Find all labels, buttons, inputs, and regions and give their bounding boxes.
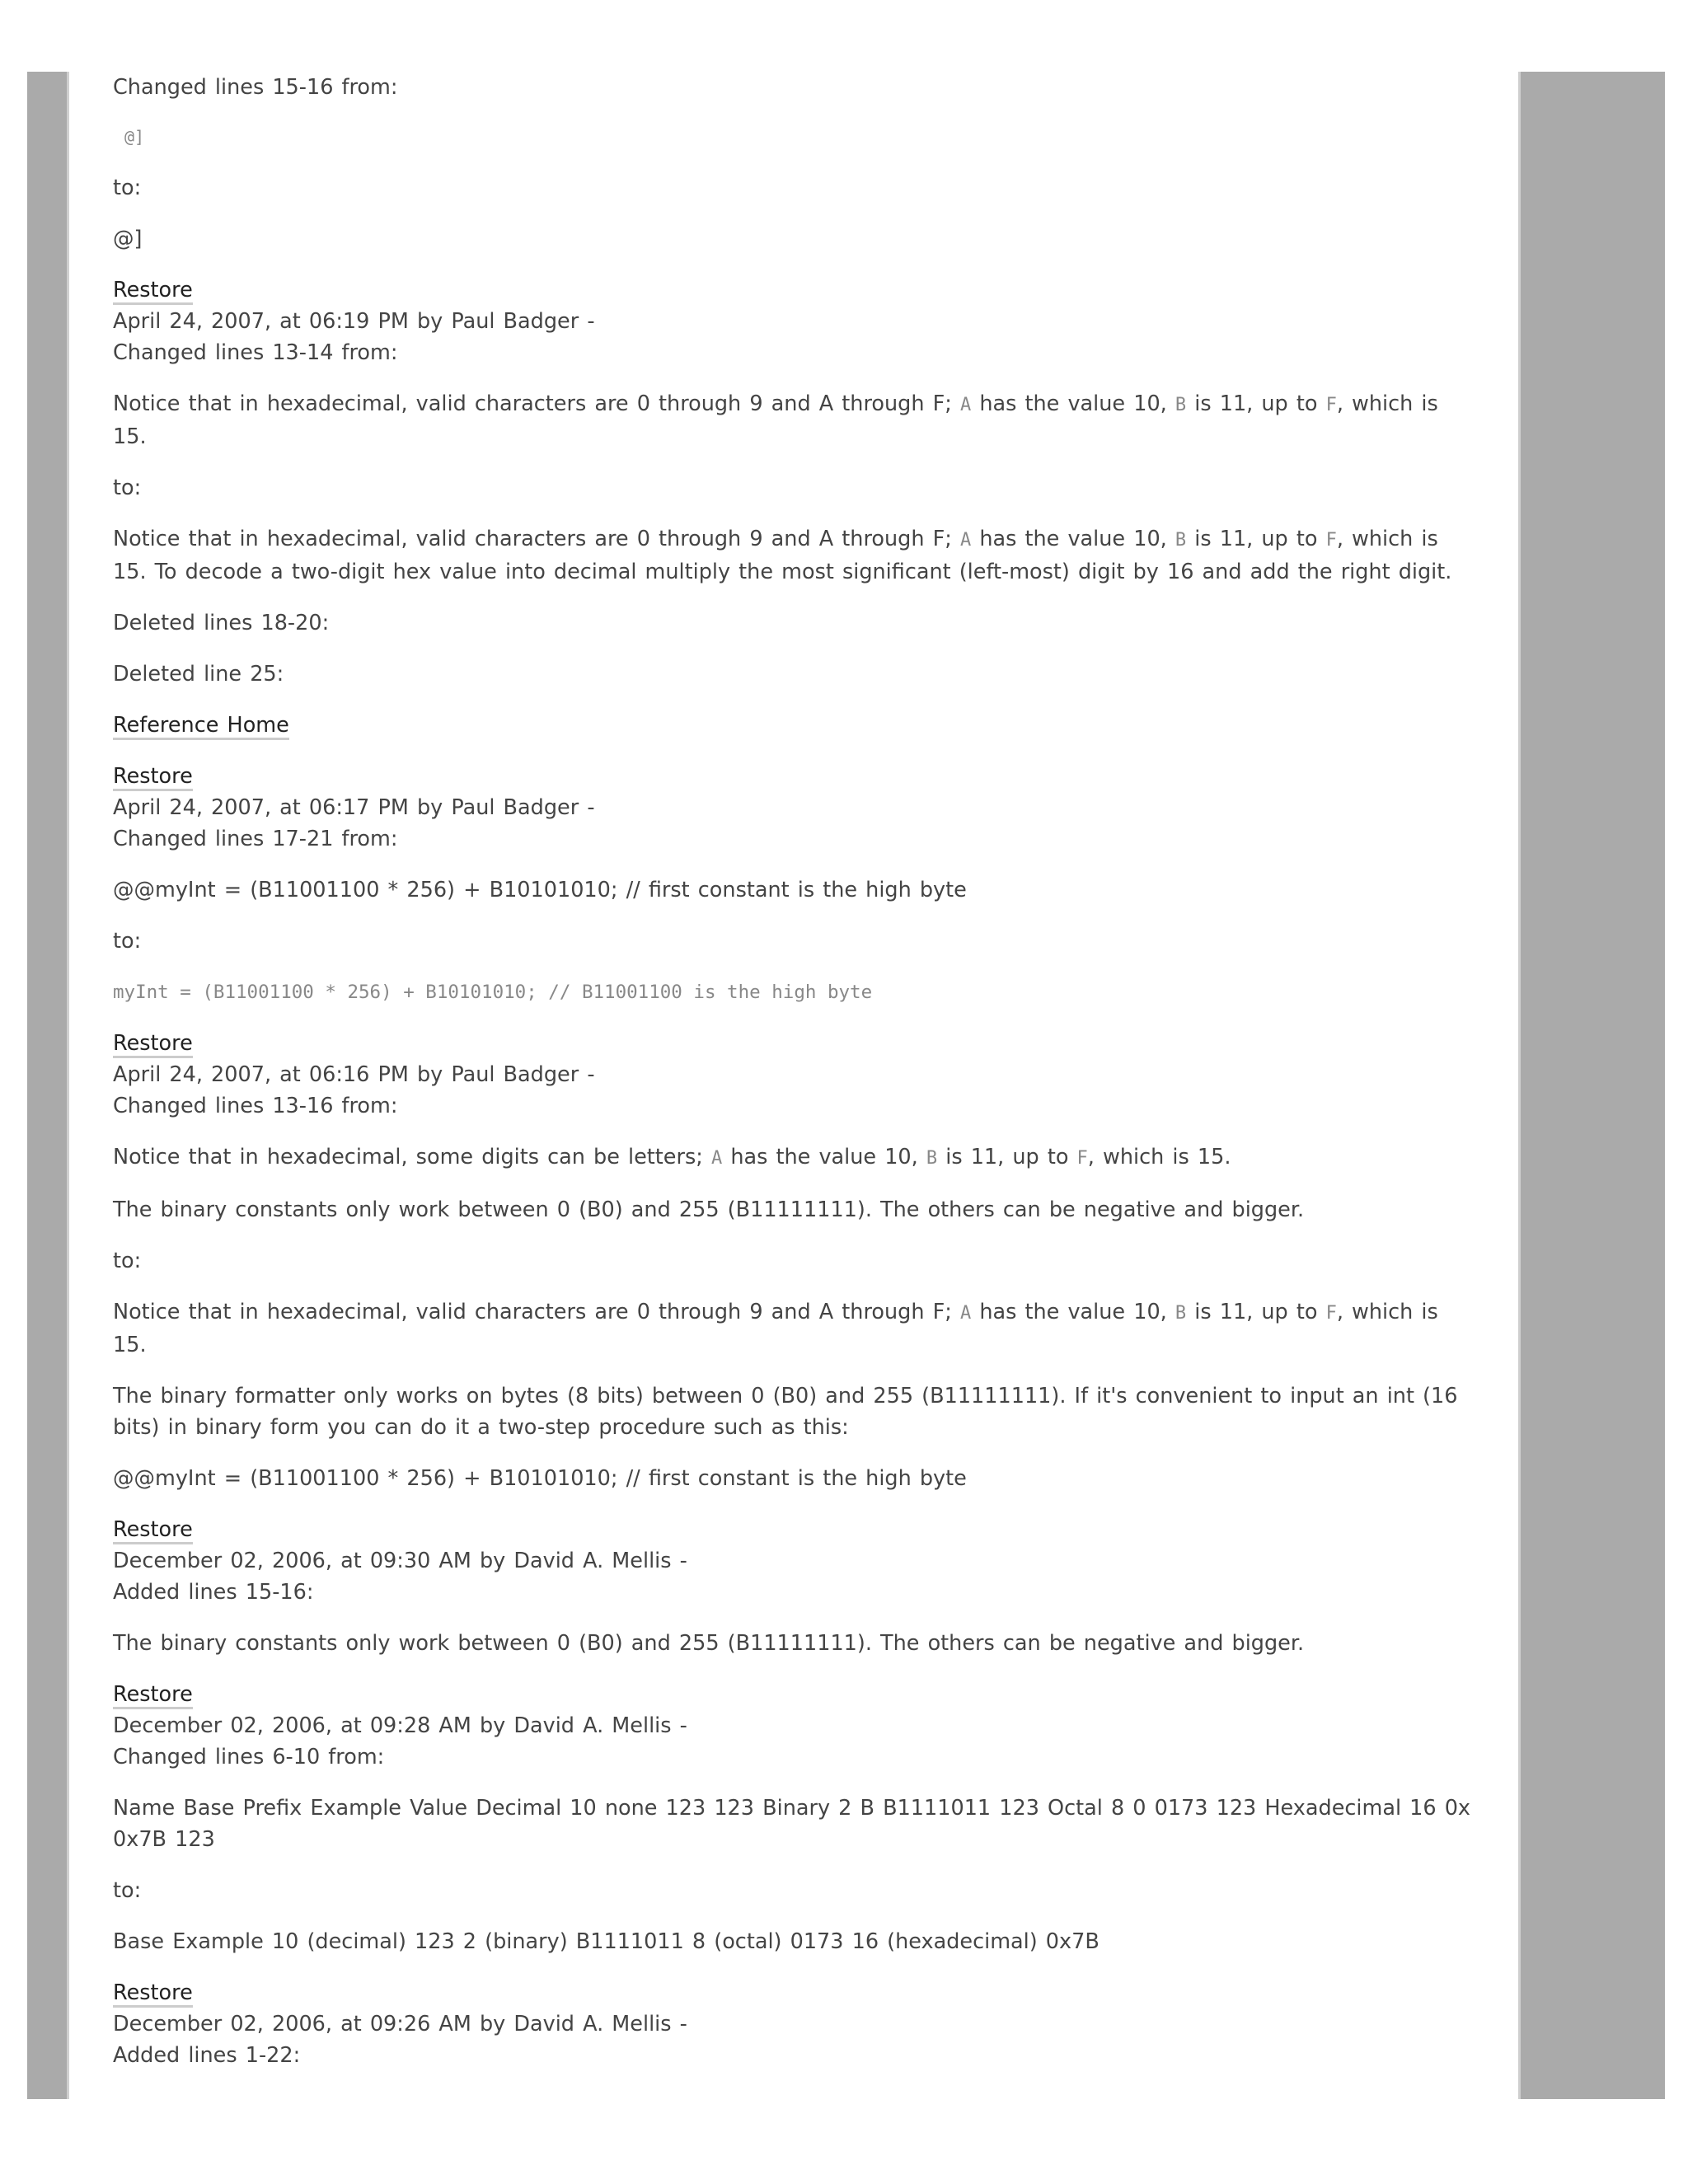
- text-run: , which is: [1336, 391, 1438, 416]
- code-char: A: [959, 530, 972, 551]
- diff-text: Deleted lines 18-20:: [113, 611, 330, 635]
- revision-meta: December 02, 2006, at 09:30 AM by David A. Mellis -: [113, 1549, 687, 1573]
- page-history-content: [113, 72, 1473, 2071]
- diff-paragraph: [113, 1793, 1473, 1855]
- text-run: 15. To decode a two-digit hex value into decimal multiply the most significant (left-most) digit by 16 and add the right digit.: [113, 560, 1452, 584]
- left-gutter-bar: [27, 72, 69, 2099]
- diff-to-label: to:: [113, 1878, 142, 1903]
- text-run: bits) in binary form you can do it a two-step procedure such as this:: [113, 1415, 849, 1440]
- change-summary: Changed lines 17-21 from:: [113, 827, 398, 851]
- diff-text: The binary constants only work between 0 (B0) and 255 (B11111111). The others can be negative and bigger.: [113, 1197, 1305, 1222]
- text-run: 15.: [113, 424, 147, 449]
- text-run: 15.: [113, 1333, 147, 1357]
- diff-paragraph: [113, 523, 1473, 588]
- text-run: Name Base Prefix Example Value Decimal 10 none 123 123 Binary 2 B B1111011 123 Octal 8 0 0173 123 Hexadecimal 16 0x: [113, 1796, 1471, 1821]
- diff-paragraph: [113, 388, 1473, 452]
- revision-meta: December 02, 2006, at 09:28 AM by David A. Mellis -: [113, 1713, 687, 1738]
- code-char: B: [926, 1148, 938, 1169]
- text-run: , which is 15.: [1087, 1145, 1231, 1169]
- text-run: has the value 10,: [979, 1300, 1167, 1324]
- revision-meta: April 24, 2007, at 06:19 PM by Paul Badger -: [113, 309, 595, 334]
- change-summary: Added lines 15-16:: [113, 1580, 314, 1605]
- code-char: F: [1076, 1148, 1088, 1169]
- text-run: , which is: [1336, 1300, 1438, 1324]
- history-entry: [113, 72, 1473, 255]
- change-summary: Changed lines 6-10 from:: [113, 1745, 385, 1769]
- history-entry: [113, 1028, 1473, 1494]
- history-entry: [113, 1977, 1473, 2071]
- restore-link[interactable]: Restore: [113, 1517, 193, 1544]
- diff-text: @@myInt = (B11001100 * 256) + B10101010; // first constant is the high byte: [113, 878, 967, 902]
- change-summary: Changed lines 15-16 from:: [113, 75, 398, 100]
- restore-link[interactable]: Restore: [113, 1031, 193, 1058]
- text-run: Notice that in hexadecimal, valid characters are 0 through 9 and A through F;: [113, 1300, 952, 1324]
- diff-to-label: to:: [113, 476, 142, 500]
- restore-link[interactable]: Restore: [113, 1980, 193, 2008]
- text-run: has the value 10,: [730, 1145, 918, 1169]
- code-snippet: myInt = (B11001100 * 256) + B10101010; // B11001100 is the high byte: [113, 982, 873, 1003]
- diff-to-label: to:: [113, 929, 142, 954]
- text-run: , which is: [1336, 527, 1438, 551]
- history-entry: [113, 1679, 1473, 1957]
- text-run: is 11, up to: [1194, 391, 1318, 416]
- change-summary: Added lines 1-22:: [113, 2043, 301, 2068]
- diff-to-label: to:: [113, 1249, 142, 1273]
- text-run: Notice that in hexadecimal, valid characters are 0 through 9 and A through F;: [113, 527, 952, 551]
- diff-text: Base Example 10 (decimal) 123 2 (binary) B1111011 8 (octal) 0173 16 (hexadecimal) 0x7B: [113, 1929, 1100, 1954]
- text-run: is 11, up to: [945, 1145, 1069, 1169]
- code-char: F: [1325, 395, 1337, 415]
- text-run: has the value 10,: [979, 527, 1167, 551]
- text-run: has the value 10,: [979, 391, 1167, 416]
- history-entry: [113, 274, 1473, 741]
- revision-meta: December 02, 2006, at 09:26 AM by David A. Mellis -: [113, 2012, 687, 2036]
- diff-to-label: to:: [113, 176, 142, 200]
- code-char: A: [959, 395, 972, 415]
- change-summary: Changed lines 13-16 from:: [113, 1094, 398, 1118]
- diff-paragraph: [113, 1380, 1473, 1443]
- text-run: 0x7B 123: [113, 1827, 215, 1852]
- diff-text: @@myInt = (B11001100 * 256) + B10101010; // first constant is the high byte: [113, 1466, 967, 1491]
- code-char: B: [1175, 395, 1187, 415]
- diff-text: Deleted line 25:: [113, 662, 284, 687]
- diff-paragraph: [113, 1141, 1473, 1174]
- text-run: Notice that in hexadecimal, valid characters are 0 through 9 and A through F;: [113, 391, 952, 416]
- diff-paragraph: [113, 1296, 1473, 1361]
- history-entry: [113, 1514, 1473, 1659]
- code-char: F: [1325, 1303, 1337, 1324]
- restore-link[interactable]: Restore: [113, 278, 193, 305]
- diff-text: @]: [113, 227, 143, 251]
- text-run: is 11, up to: [1194, 1300, 1318, 1324]
- text-run: is 11, up to: [1194, 527, 1318, 551]
- right-sidebar-bar: [1518, 72, 1665, 2099]
- revision-meta: April 24, 2007, at 06:16 PM by Paul Badger -: [113, 1062, 595, 1087]
- code-char: A: [710, 1148, 723, 1169]
- restore-link[interactable]: Restore: [113, 764, 193, 791]
- code-char: F: [1325, 530, 1337, 551]
- code-char: A: [959, 1303, 972, 1324]
- code-snippet: @]: [124, 127, 145, 147]
- text-run: Notice that in hexadecimal, some digits can be letters;: [113, 1145, 703, 1169]
- text-run: The binary formatter only works on bytes (8 bits) between 0 (B0) and 255 (B11111111). If it's convenient to input an int (16: [113, 1384, 1458, 1408]
- code-char: B: [1175, 1303, 1187, 1324]
- revision-meta: April 24, 2007, at 06:17 PM by Paul Badger -: [113, 795, 595, 820]
- diff-text: The binary constants only work between 0 (B0) and 255 (B11111111). The others can be negative and bigger.: [113, 1631, 1305, 1656]
- reference-home-link[interactable]: Reference Home: [113, 713, 289, 740]
- code-char: B: [1175, 530, 1187, 551]
- restore-link[interactable]: Restore: [113, 1682, 193, 1709]
- change-summary: Changed lines 13-14 from:: [113, 340, 398, 365]
- history-entry: [113, 761, 1473, 1008]
